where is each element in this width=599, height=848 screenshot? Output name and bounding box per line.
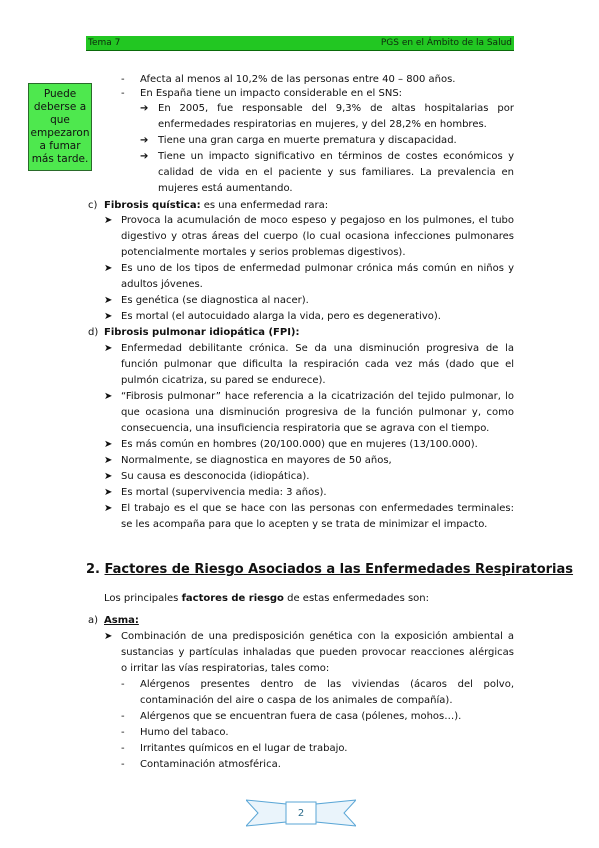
- arrow-icon: ➔: [140, 103, 149, 114]
- text-line: Es mortal (el autocuidado alarga la vida, pero es degenerativo).: [121, 311, 441, 322]
- dash-marker: -: [121, 711, 125, 722]
- intro-bold: factores de riesgo: [181, 593, 284, 604]
- section-number: 2.: [86, 562, 100, 577]
- intro-pre: Los principales: [104, 593, 182, 604]
- arrow-bullet-icon: ➤: [104, 391, 113, 402]
- text-line: calidad de vida en el paciente y sus familiares. La prevalencia en: [158, 167, 514, 178]
- text-line: sustancias y partículas inhaladas que pueden provocar reacciones alérgicas: [121, 647, 514, 658]
- subsection-heading: Asma:: [104, 615, 139, 626]
- text-line: potencialmente mortales y serios problemas digestivos).: [121, 247, 406, 258]
- arrow-bullet-icon: ➤: [104, 311, 113, 322]
- text-line: Alérgenos que se encuentran fuera de casa (pólenes, mohos…).: [140, 711, 462, 722]
- dash-marker: -: [121, 679, 125, 690]
- text-line: El trabajo es el que se hace con las personas con enfermedades terminales:: [121, 503, 514, 514]
- arrow-bullet-icon: ➤: [104, 455, 113, 466]
- dash-marker: -: [121, 727, 125, 738]
- intro-post: de estas enfermedades son:: [283, 593, 429, 604]
- text-line: mujeres está aumentando.: [158, 183, 293, 194]
- text-line: Es uno de los tipos de enfermedad pulmonar crónica más común en niños y: [121, 263, 514, 274]
- arrow-bullet-icon: ➤: [104, 631, 113, 642]
- section-heading: Fibrosis pulmonar idiopática (FPI):: [104, 327, 300, 338]
- arrow-bullet-icon: ➤: [104, 471, 113, 482]
- arrow-bullet-icon: ➤: [104, 263, 113, 274]
- header-chapter: Tema 7: [88, 38, 121, 48]
- text-line: Humo del tabaco.: [140, 727, 229, 738]
- text-line: Tiene una gran carga en muerte prematura y discapacidad.: [158, 135, 457, 146]
- text-line: Alérgenos presentes dentro de las viviendas (ácaros del polvo,: [140, 679, 514, 690]
- arrow-icon: ➔: [140, 151, 149, 162]
- heading-rest: es una enfermedad rara:: [200, 200, 329, 211]
- section-title-text: Factores de Riesgo Asociados a las Enfermedades Respiratorias: [104, 562, 574, 577]
- list-letter: d): [88, 327, 99, 338]
- text-line: digestivo y otras áreas del cuerpo (lo cual ocasiona infecciones pulmonares: [121, 231, 514, 242]
- text-line: que ocasiona una disminución progresiva de la función pulmonar y, como: [121, 407, 514, 418]
- text-line: En 2005, fue responsable del 9,3% de altas hospitalarias por: [158, 103, 514, 114]
- text-line: Irritantes químicos en el lugar de trabajo.: [140, 743, 348, 754]
- text-line: pulmón cicatriza, su pared se endurece).: [121, 375, 326, 386]
- dash-marker: -: [121, 759, 125, 770]
- arrow-bullet-icon: ➤: [104, 215, 113, 226]
- text-line: función pulmonar que dificulta la respiración cada vez más (dado que el: [121, 359, 514, 370]
- text-line: Afecta al menos al 10,2% de las personas entre 40 – 800 años.: [140, 74, 456, 85]
- arrow-bullet-icon: ➤: [104, 503, 113, 514]
- intro-paragraph: [104, 592, 429, 605]
- dash-marker: -: [121, 74, 125, 85]
- text-line: o irritar las vías respiratorias, tales como:: [121, 663, 330, 674]
- page-header: [86, 36, 514, 51]
- text-line: se les acompaña para que lo acepten y se trata de minimizar el impacto.: [121, 519, 488, 530]
- arrow-icon: ➔: [140, 135, 149, 146]
- text-line: Normalmente, se diagnostica en mayores de 50 años,: [121, 455, 392, 466]
- text-line: consecuencia, una insuficiencia respiratoria que se agrava con el tiempo.: [121, 423, 490, 434]
- text-line: adultos jóvenes.: [121, 279, 203, 290]
- text-line: Combinación de una predisposición genética con la exposición ambiental a: [121, 631, 514, 642]
- text-line: contaminación del aire o caspa de los animales de compañía).: [140, 695, 453, 706]
- arrow-bullet-icon: ➤: [104, 295, 113, 306]
- list-letter: c): [88, 200, 98, 211]
- text-line: Provoca la acumulación de moco espeso y pegajoso en los pulmones, el tubo: [121, 215, 514, 226]
- section-heading: [104, 199, 328, 212]
- page-number: 2: [297, 808, 305, 819]
- text-line: Es genética (se diagnostica al nacer).: [121, 295, 309, 306]
- text-line: Es mortal (supervivencia media: 3 años).: [121, 487, 327, 498]
- arrow-bullet-icon: ➤: [104, 343, 113, 354]
- side-note: Puede deberse a que empezaron a fumar más tarde.: [28, 83, 92, 171]
- section-title: [86, 562, 573, 578]
- text-line: Contaminación atmosférica.: [140, 759, 281, 770]
- arrow-bullet-icon: ➤: [104, 487, 113, 498]
- text-line: enfermedades respiratorias en mujeres, y del 28,2% en hombres.: [158, 119, 487, 130]
- dash-marker: -: [121, 88, 125, 99]
- text-line: Su causa es desconocida (idiopática).: [121, 471, 310, 482]
- header-course: PGS en el Ámbito de la Salud: [380, 38, 512, 48]
- heading-bold: Fibrosis quística:: [104, 200, 201, 211]
- text-line: En España tiene un impacto considerable en el SNS:: [140, 88, 403, 99]
- text-line: Enfermedad debilitante crónica. Se da una disminución progresiva de la: [121, 343, 514, 354]
- text-line: “Fibrosis pulmonar” hace referencia a la cicatrización del tejido pulmonar, lo: [121, 391, 514, 402]
- dash-marker: -: [121, 743, 125, 754]
- text-line: Es más común en hombres (20/100.000) que en mujeres (13/100.000).: [121, 439, 478, 450]
- list-letter: a): [88, 615, 99, 626]
- arrow-bullet-icon: ➤: [104, 439, 113, 450]
- text-line: Tiene un impacto significativo en términos de costes económicos y: [158, 151, 514, 162]
